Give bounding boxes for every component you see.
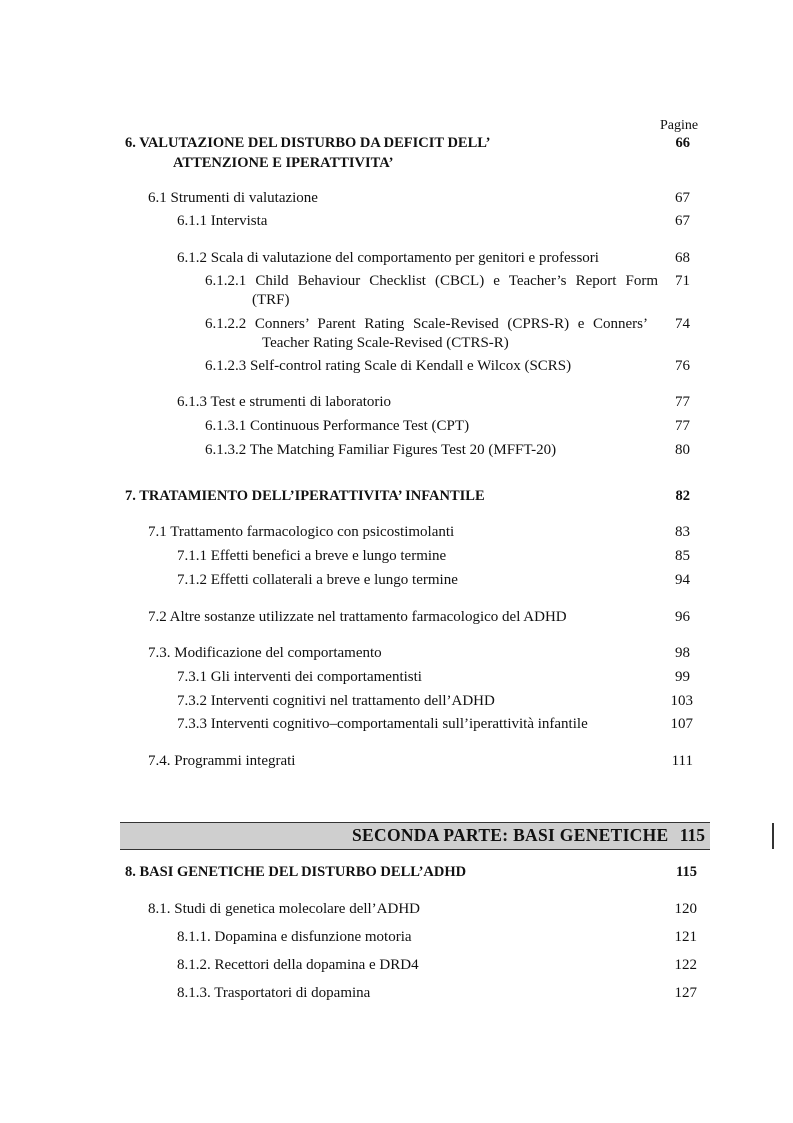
toc-entry-7-1-2[interactable]: 7.1.2 Effetti collaterali a breve e lungo termine: [177, 572, 458, 588]
toc-page-7-1: 83: [675, 524, 690, 540]
toc-entry-8-1-2[interactable]: 8.1.2. Recettori della dopamina e DRD4: [177, 957, 419, 973]
toc-page-6-1-3-2: 80: [675, 442, 690, 458]
toc-page-7-3-3: 107: [670, 716, 693, 732]
toc-page-7-3-1: 99: [675, 669, 690, 685]
toc-entry-6-1-2-2-line1[interactable]: 6.1.2.2 Conners’ Parent Rating Scale-Revised (CPRS-R) e Conners’: [205, 316, 648, 332]
toc-page-7-1-2: 94: [675, 572, 690, 588]
chapter-6-title-line2[interactable]: ATTENZIONE E IPERATTIVITA’: [173, 155, 394, 171]
toc-entry-7-3-2[interactable]: 7.3.2 Interventi cognitivi nel trattamento dell’ADHD: [177, 693, 495, 709]
toc-entry-6-1-3-1[interactable]: 6.1.3.1 Continuous Performance Test (CPT): [205, 418, 470, 434]
toc-page-6-1-2: 68: [675, 250, 690, 266]
toc-entry-8-1[interactable]: 8.1. Studi di genetica molecolare dell’ADHD: [148, 901, 421, 917]
toc-entry-6-1[interactable]: 6.1 Strumenti di valutazione: [148, 190, 318, 206]
part-2-title: SECONDA PARTE: BASI GENETICHE: [352, 825, 669, 845]
chapter-7-page: 82: [675, 488, 690, 504]
toc-page-8-1-2: 122: [674, 957, 697, 973]
toc-entry-7-3-1[interactable]: 7.3.1 Gli interventi dei comportamentisti: [177, 669, 422, 685]
toc-entry-8-1-3[interactable]: 8.1.3. Trasportatori di dopamina: [177, 985, 371, 1001]
toc-entry-6-1-3-2[interactable]: 6.1.3.2 The Matching Familiar Figures Test 20 (MFFT-20): [205, 442, 557, 458]
toc-page-6-1-2-1: 71: [675, 273, 690, 289]
toc-entry-8-1-1[interactable]: 8.1.1. Dopamina e disfunzione motoria: [177, 929, 412, 945]
part-2-separator: [772, 823, 774, 849]
toc-entry-6-1-2-1-line1[interactable]: 6.1.2.1 Child Behaviour Checklist (CBCL) e Teacher’s Report Form: [205, 273, 658, 289]
toc-entry-6-1-2-1-line2[interactable]: (TRF): [252, 292, 290, 308]
toc-entry-7-1-1[interactable]: 7.1.1 Effetti benefici a breve e lungo termine: [177, 548, 447, 564]
toc-entry-7-2[interactable]: 7.2 Altre sostanze utilizzate nel trattamento farmacologico del ADHD: [148, 609, 567, 625]
toc-entry-6-1-3[interactable]: 6.1.3 Test e strumenti di laboratorio: [177, 394, 392, 410]
toc-entry-7-3[interactable]: 7.3. Modificazione del comportamento: [148, 645, 382, 661]
toc-page-6-1-3-1: 77: [675, 418, 690, 434]
part-2-banner[interactable]: [120, 822, 710, 850]
part-2-page: 115: [679, 825, 705, 845]
toc-entry-7-4[interactable]: 7.4. Programmi integrati: [148, 753, 296, 769]
toc-page-6-1: 67: [675, 190, 690, 206]
pagine-label: Pagine: [660, 118, 699, 133]
toc-page-6-1-2-2: 74: [675, 316, 690, 332]
toc-page-6-1-2-3: 76: [675, 358, 690, 374]
chapter-8-page: 115: [676, 864, 697, 880]
toc-entry-7-1[interactable]: 7.1 Trattamento farmacologico con psicostimolanti: [148, 524, 455, 540]
chapter-7-title[interactable]: 7. TRATAMIENTO DELL’IPERATTIVITA’ INFANTILE: [125, 488, 485, 504]
toc-entry-6-1-2-2-line2[interactable]: Teacher Rating Scale-Revised (CTRS-R): [262, 335, 509, 351]
toc-page-7-2: 96: [675, 609, 690, 625]
toc-entry-6-1-1[interactable]: 6.1.1 Intervista: [177, 213, 268, 229]
toc-entry-7-3-3[interactable]: 7.3.3 Interventi cognitivo–comportamentali sull’iperattività infantile: [177, 716, 588, 732]
toc-page-6-1-3: 77: [675, 394, 690, 410]
toc-page-7-4: 111: [671, 753, 693, 769]
chapter-6-title-line1[interactable]: 6. VALUTAZIONE DEL DISTURBO DA DEFICIT DELL’: [125, 135, 491, 151]
toc-page-7-3-2: 103: [670, 693, 693, 709]
toc-page-8-1: 120: [674, 901, 697, 917]
toc-page-8-1-1: 121: [674, 929, 697, 945]
toc-page-7-1-1: 85: [675, 548, 690, 564]
toc-entry-6-1-2-3[interactable]: 6.1.2.3 Self-control rating Scale di Kendall e Wilcox (SCRS): [205, 358, 572, 374]
chapter-8-title[interactable]: 8. BASI GENETICHE DEL DISTURBO DELL’ADHD: [125, 864, 467, 880]
toc-page-8-1-3: 127: [674, 985, 697, 1001]
toc-entry-6-1-2[interactable]: 6.1.2 Scala di valutazione del comportamento per genitori e professori: [177, 250, 599, 266]
toc-page-6-1-1: 67: [675, 213, 690, 229]
toc-page-7-3: 98: [675, 645, 690, 661]
chapter-6-page: 66: [675, 135, 690, 151]
